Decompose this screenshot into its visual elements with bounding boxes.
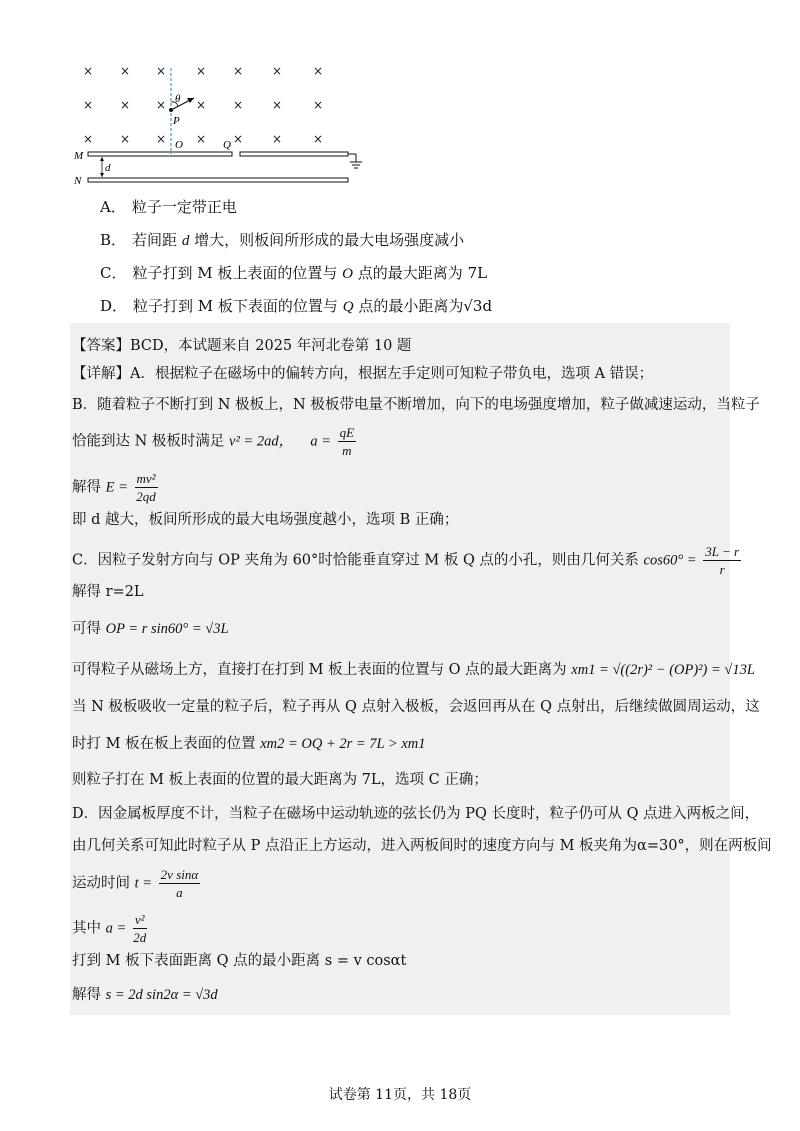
label-Q: Q	[223, 139, 231, 151]
svg-text:×: ×	[156, 98, 167, 112]
d4-fraction	[133, 911, 147, 946]
b3-lhs: E =	[105, 479, 128, 496]
c3-eq: OP = r sin60° = √3L	[105, 621, 229, 637]
option-b-post: 增大，则板间所形成的最大电场强度减小	[194, 231, 465, 249]
physics-diagram	[68, 58, 378, 193]
option-c-post: 点的最大距离为 7L	[357, 264, 488, 282]
option-c-pre: 粒子打到 M 板上表面的位置与	[132, 264, 338, 282]
ground-symbol	[348, 154, 362, 168]
svg-text:×: ×	[196, 64, 207, 78]
page-footer: 试卷第 11页，共 18页	[328, 1087, 472, 1103]
detail-d5: 打到 M 板下表面距离 Q 点的最小距离 s = v cosαt	[72, 953, 407, 969]
b2-den: m	[342, 443, 352, 458]
option-a-key: A．	[100, 198, 126, 216]
label-d: d	[105, 162, 111, 174]
svg-text:×: ×	[120, 132, 131, 146]
d3-den: a	[176, 885, 183, 900]
svg-text:×: ×	[196, 132, 207, 146]
gap-arrow-up	[100, 157, 104, 161]
label-theta: θ	[175, 93, 181, 105]
option-d-post: 点的最小距离为√3d	[358, 297, 493, 315]
plate-M-left	[88, 152, 232, 156]
d3-num: 2v sinα	[160, 867, 199, 882]
b2-fraction	[338, 424, 356, 459]
label-M: M	[74, 150, 84, 162]
d4-pre: 其中	[72, 920, 101, 937]
option-b	[100, 229, 464, 252]
b2-num: qE	[339, 425, 355, 440]
label-P: P	[173, 115, 180, 127]
b3-num: mv²	[136, 471, 156, 486]
b2-eq2-lhs: a =	[310, 433, 331, 450]
option-d-key: D．	[100, 297, 128, 315]
option-c-var: O	[342, 266, 354, 282]
svg-text:×: ×	[120, 98, 131, 112]
magnetic-field-crosses	[83, 64, 323, 146]
detail-c3	[72, 619, 229, 639]
label-O: O	[175, 139, 183, 151]
label-N: N	[74, 175, 82, 187]
svg-text:×: ×	[313, 98, 324, 112]
svg-text:×: ×	[83, 64, 94, 78]
detail-c4	[72, 660, 755, 680]
detail-d4	[72, 911, 149, 946]
option-c	[100, 262, 487, 285]
svg-text:×: ×	[233, 132, 244, 146]
svg-text:×: ×	[196, 98, 207, 112]
c6-eq: xm2 = OQ + 2r = 7L > xm1	[260, 736, 426, 752]
detail-c5: 当 N 极板吸收一定量的粒子后，粒子再从 Q 点射入极板，会返回再从在 Q 点射出，后继续做圆周运动，这	[72, 699, 760, 715]
c4-pre: 可得粒子从磁场上方，直接打在打到 M 板上表面的位置与 O 点的最大距离为	[72, 662, 567, 678]
detail-d2: 由几何关系可知此时粒子从 P 点沿正上方运动，进入两板间时的速度方向与 M 板夹角为α=30°，则在两板间	[72, 838, 772, 854]
svg-text:×: ×	[156, 64, 167, 78]
c1-lhs: cos60° =	[643, 552, 697, 569]
detail-b1: B．随着粒子不断打到 N 极板上，N 极板带电量不断增加，向下的电场强度增加，粒子做减速运动，当粒子	[72, 397, 760, 413]
detail-c7: 则粒子打在 M 板上表面的位置的最大距离为 7L，选项 C 正确；	[72, 772, 488, 788]
option-d-pre: 粒子打到 M 板下表面的位置与	[133, 297, 338, 315]
c1-fraction	[703, 543, 741, 578]
d6-pre: 解得	[72, 987, 101, 1003]
c1-num: 3L − r	[705, 544, 740, 559]
option-b-pre: 若间距	[132, 231, 178, 249]
c4-eq: xm1 = √((2r)² − (OP)²) = √13L	[571, 662, 755, 678]
svg-text:×: ×	[233, 98, 244, 112]
detail-c2: 解得 r=2L	[72, 584, 144, 600]
gap-arrow-down	[100, 173, 104, 177]
option-b-key: B．	[100, 231, 127, 249]
detail-b4: 即 d 越大，板间所形成的最大电场强度越小，选项 B 正确；	[72, 512, 459, 528]
answer-head: 【答案】BCD，本试题来自 2025 年河北卷第 10 题	[72, 338, 412, 354]
d3-lhs: t =	[134, 875, 153, 892]
svg-text:×: ×	[233, 64, 244, 78]
svg-text:×: ×	[272, 98, 283, 112]
svg-text:×: ×	[120, 64, 131, 78]
c1-text: C．因粒子发射方向与 OP 夹角为 60°时恰能垂直穿过 M 板 Q 点的小孔，则由几何关系	[72, 552, 639, 569]
b3-den: 2qd	[136, 489, 156, 504]
detail-d3	[72, 866, 202, 901]
c3-pre: 可得	[72, 621, 101, 637]
svg-text:×: ×	[83, 98, 94, 112]
b3-fraction	[135, 470, 158, 505]
d6-eq: s = 2d sin2α = √3d	[105, 987, 218, 1003]
plate-M-right	[240, 152, 348, 156]
c6-pre: 时打 M 板在板上表面的位置	[72, 736, 256, 752]
option-a-text: 粒子一定带正电	[131, 198, 237, 216]
d4-lhs: a =	[105, 920, 127, 937]
detail-d1: D．因金属板厚度不计，当粒子在磁场中运动轨迹的弦长仍为 PQ 长度时，粒子仍可从 Q 点进入两板之间，	[72, 806, 760, 822]
detail-c6	[72, 734, 426, 754]
option-d-var: Q	[342, 299, 354, 315]
c1-den: r	[719, 562, 725, 577]
option-b-var: d	[181, 233, 190, 249]
d4-den: 2d	[133, 930, 147, 945]
detail-c1	[72, 543, 743, 578]
detail-a: 【详解】A．根据粒子在磁场中的偏转方向，根据左手定则可知粒子带负电，选项 A 错误；	[72, 366, 654, 382]
option-d	[100, 295, 492, 318]
svg-text:×: ×	[313, 132, 324, 146]
detail-d6	[72, 985, 218, 1005]
d3-pre: 运动时间	[72, 875, 130, 892]
d4-num: v²	[134, 912, 145, 927]
detail-b2	[72, 424, 358, 459]
b3-pre: 解得	[72, 479, 101, 496]
d3-fraction	[159, 866, 201, 901]
option-a	[100, 196, 237, 218]
b2-eq1: v² = 2ad，	[229, 433, 294, 450]
svg-text:×: ×	[156, 132, 167, 146]
detail-b3	[72, 470, 160, 505]
b2-pre: 恰能到达 N 极板时满足	[72, 433, 225, 450]
plate-N	[88, 178, 348, 182]
svg-text:×: ×	[272, 132, 283, 146]
svg-text:×: ×	[83, 132, 94, 146]
svg-text:×: ×	[272, 64, 283, 78]
svg-text:×: ×	[313, 64, 324, 78]
option-c-key: C．	[100, 264, 127, 282]
